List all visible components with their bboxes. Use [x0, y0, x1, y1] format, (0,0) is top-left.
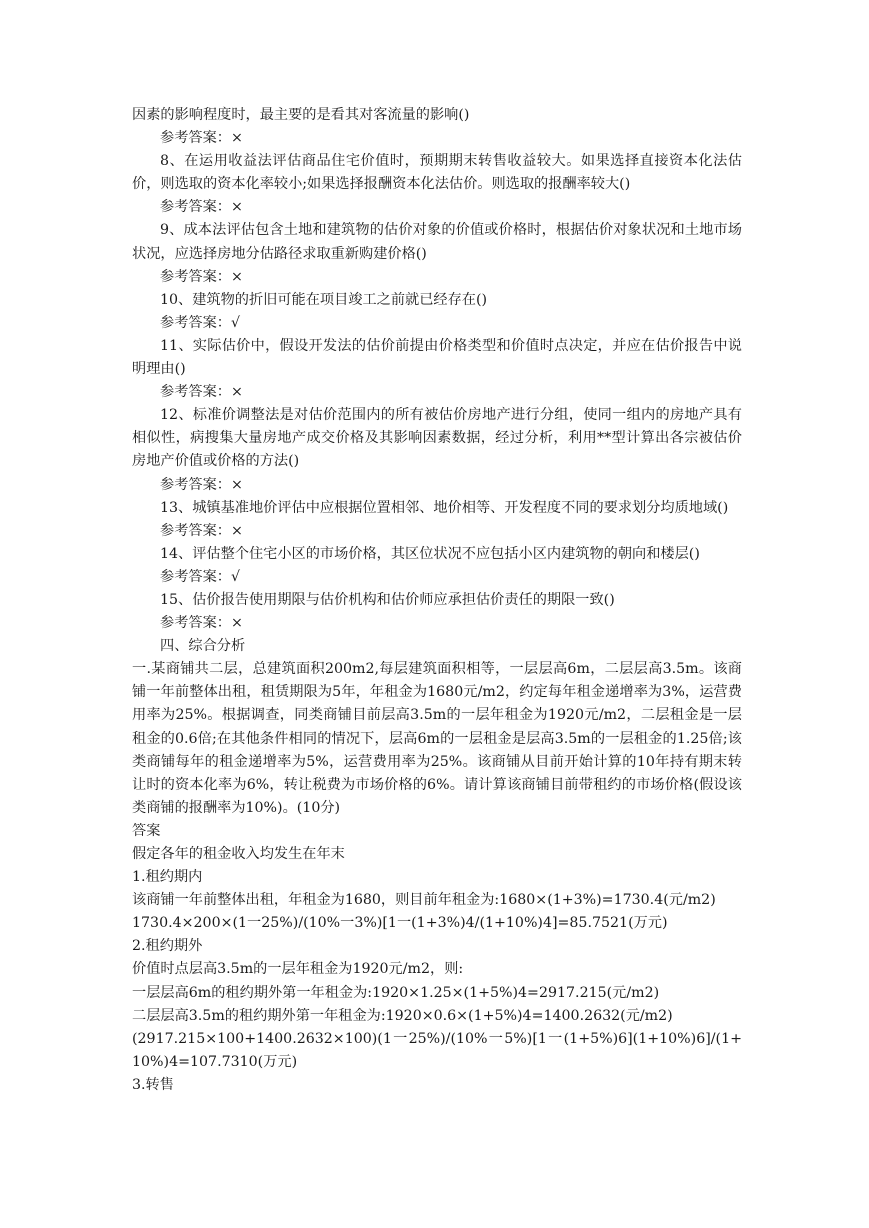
step-2-line-1: 价值时点层高3.5m的一层年租金为1920元/m2，则: [132, 961, 464, 978]
step-3-heading: 3.转售 [132, 1076, 174, 1093]
step-2-line-3: 二层层高3.5m的租约期外第一年租金为:1920×0.6×(1+5%)4=1400.2632(元/m2) [132, 1007, 673, 1024]
answer-11: 参考答案：× [160, 384, 243, 401]
answer-9: 参考答案：× [160, 268, 243, 285]
answer-assumption: 假定各年的租金收入均发生在年末 [132, 846, 345, 862]
question-8: 8、在运用收益法评估商品住宅价值时，预期期末转售收益较大。如果选择直接资本化法估价，则选取的资本化率较小;如果选择报酬资本化法估价。则选取的报酬率较大() [132, 153, 742, 193]
question-15: 15、估价报告使用期限与估价机构和估价师应承担估价责任的期限一致() [160, 591, 615, 608]
answer-7: 参考答案：× [160, 130, 243, 147]
answer-14: 参考答案：√ [160, 568, 240, 585]
answer-10: 参考答案：√ [160, 314, 240, 331]
question-14: 14、评估整个住宅小区的市场价格，其区位状况不应包括小区内建筑物的朝向和楼层() [160, 545, 700, 562]
document-body [132, 104, 742, 1097]
question-7-tail: 因素的影响程度时，最主要的是看其对客流量的影响() [132, 107, 470, 123]
step-2-heading: 2.租约期外 [132, 938, 203, 955]
step-1-line-1: 该商铺一年前整体出租，年租金为1680，则目前年租金为:1680×(1+3%)=1730.4(元/m2) [132, 892, 716, 909]
answer-8: 参考答案：× [160, 199, 243, 216]
answer-13: 参考答案：× [160, 522, 243, 539]
question-10: 10、建筑物的折旧可能在项目竣工之前就已经存在() [160, 291, 488, 308]
case-problem: 一.某商铺共二层，总建筑面积200m2,每层建筑面积相等，一层层高6m，二层层高3.5m。该商铺一年前整体出租，租赁期限为5年，年租金为1680元/m2，约定每年租金递增率为3%，运营费用率为25%。根据调查，同类商铺目前层高3.5m的一层年租金为1920元/m2，二层租金是一层租金的0.6倍;在其他条件相同的情况下，层高6m的一层租金是层高3.5m的一层租金的1.25倍;该类商铺每年的租金递增率为5%，运营费用率为25%。该商铺从目前开始计算的10年持有期末转让时的资本化率为6%，转让税费为市场价格的6%。请计算该商铺目前带租约的市场价格(假设该类商铺的报酬率为10%)。(10分) [132, 661, 742, 816]
section-heading: 四、综合分析 [160, 638, 246, 655]
question-13: 13、城镇基准地价评估中应根据位置相邻、地价相等、开发程度不同的要求划分均质地域() [160, 499, 729, 516]
question-12: 12、标准价调整法是对估价范围内的所有被估价房地产进行分组，使同一组内的房地产具有相似性，病搜集大量房地产成交价格及其影响因素数据，经过分析，利用**型计算出各宗被估价房地产价值或价格的方法() [132, 407, 742, 470]
question-9: 9、成本法评估包含土地和建筑物的估价对象的价值或价格时，根据估价对象状况和土地市场状况，应选择房地分估路径求取重新购建价格() [132, 222, 742, 262]
step-2-line-4: (2917.215×100+1400.2632×100)(1一25%)/(10%一5%)[1一(1+5%)6](1+10%)6]/(1+10%)4=107.7310(万元) [132, 1030, 742, 1070]
question-11: 11、实际估价中，假设开发法的估价前提由价格类型和价值时点决定，并应在估价报告中说明理由() [132, 337, 742, 378]
step-2-line-2: 一层层高6m的租约期外第一年租金为:1920×1.25×(1+5%)4=2917.215(元/m2) [132, 984, 660, 1001]
answer-12: 参考答案：× [160, 476, 243, 493]
step-1-line-2: 1730.4×200×(1一25%)/(10%一3%)[1一(1+3%)4/(1+10%)4]=85.7521(万元) [132, 915, 668, 932]
answer-15: 参考答案：× [160, 615, 243, 632]
answer-heading: 答案 [132, 822, 161, 839]
step-1-heading: 1.租约期内 [132, 869, 203, 886]
